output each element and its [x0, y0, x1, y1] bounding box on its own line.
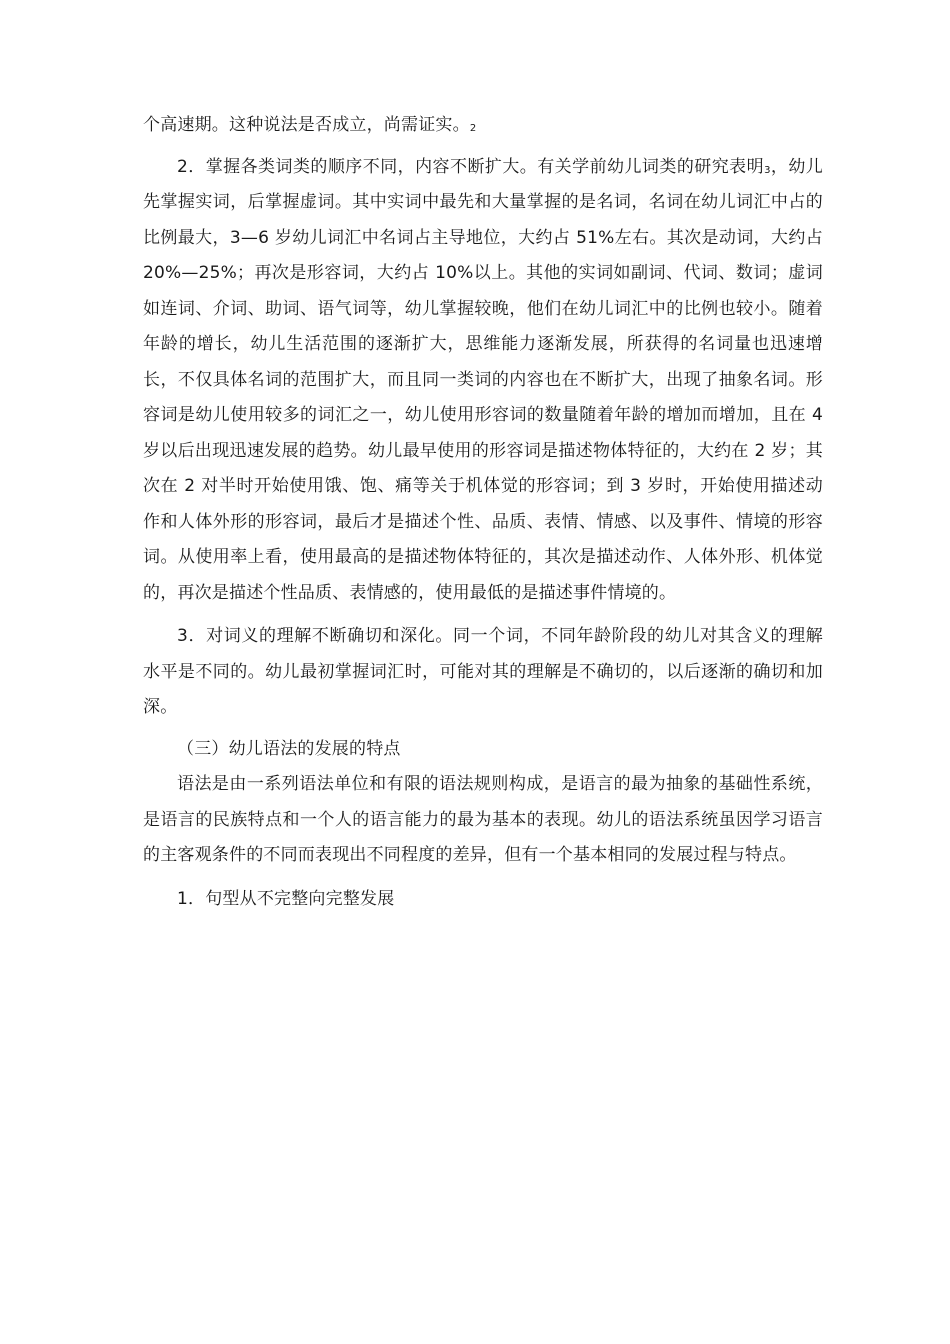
footnote-ref: 3	[764, 164, 771, 176]
subheading-sentence-type: 1．句型从不完整向完整发展	[177, 888, 395, 909]
paragraph-grammar: 语法是由一系列语法单位和有限的语法规则构成，是语言的最为抽象的基础性系统，是语言的民族特点和一个人的语言能力的最为基本的表现。幼儿的语法系统虽因学习语言的主客观条件的不同而表现出不同程度的差异，但有一个基本相同的发展过程与特点。	[143, 774, 823, 865]
paragraph-word-class-order: 2．掌握各类词类的顺序不同，内容不断扩大。有关学前幼儿词类的研究表明$_3$，幼儿先掌握实词，后掌握虚词。其中实词中最先和大量掌握的是名词，名词在幼儿词汇中占的比例最大，3—6 岁幼儿词汇中名词占主导地位，大约占 51%左右。其次是动词，大约占 20%—25%；再次是形容词，大约占 10%以上。其他的实词如副词、代词、数词；虚词如连词、介词、助词、语气词等，幼儿掌握较晚，他们在幼儿词汇中的比例也较小。随着年龄的增长，幼儿生活范围的逐渐扩大，思维能力逐渐发展，所获得的名词量也迅速增长，不仅具体名词的范围扩大，而且同一类词的内容也在不断扩大，出现了抽象名词。形容词是幼儿使用较多的词汇之一，幼儿使用形容词的数量随着年龄的增加而增加，且在 4 岁以后出现迅速发展的趋势。幼儿最早使用的形容词是描述物体特征的，大约在 2 岁；其次在 2 对半时开始使用饿、饱、痛等关于机体觉的形容词；到 3 岁时，开始使用描述动作和人体外形的形容词，最后才是描述个性、品质、表情、情感、以及事件、情境的形容词。从使用率上看，使用最高的是描述物体特征的，其次是描述动作、人体外形、机体觉的，再次是描述个性品质、表情感的，使用最低的是描述事件情境的。	[143, 156, 823, 603]
footnote-ref: 2	[469, 123, 477, 134]
paragraph-word-meaning: 3．对词义的理解不断确切和深化。同一个词，不同年龄阶段的幼儿对其含义的理解水平是不同的。幼儿最初掌握词汇时，可能对其的理解是不确切的，以后逐渐的确切和加深。	[143, 626, 823, 717]
section-heading-grammar: （三）幼儿语法的发展的特点	[177, 738, 401, 759]
document-body	[143, 108, 823, 917]
paragraph-continuation: 个高速期。这种说法是否成立，尚需证实。$_2$	[143, 115, 477, 135]
